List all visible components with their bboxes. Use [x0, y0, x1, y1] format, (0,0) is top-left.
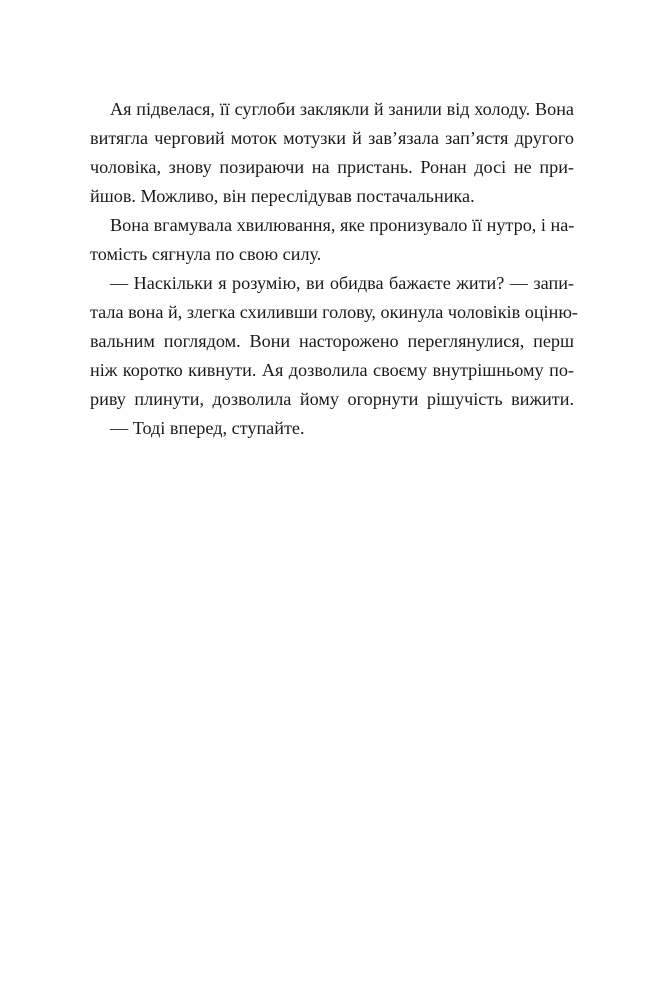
text-line: — Наскільки я розумію, ви обидва бажаєте жити? — запи- — [110, 273, 574, 293]
paragraph — [90, 269, 578, 414]
text-line: Вона вгамувала хвилювання, яке пронизувало її нутро, і на- — [110, 215, 575, 235]
paragraph — [90, 95, 574, 211]
text-line: чоловіка, знову позираючи на пристань. Ронан досі не при- — [90, 157, 574, 177]
text-line: тала вона й, злегка схиливши голову, окинула чоловіків оціню- — [90, 302, 578, 322]
page-text — [90, 95, 578, 443]
text-line: томість сягнула по свою силу. — [90, 244, 322, 264]
text-line: витягла черговий моток мотузки й зав’язала зап’ястя другого — [90, 128, 574, 148]
text-line: йшов. Можливо, він переслідував постачальника. — [90, 186, 475, 206]
text-line: — Тоді вперед, ступайте. — [110, 418, 305, 438]
text-line: вальним поглядом. Вони насторожено переглянулися, перш — [90, 331, 574, 351]
paragraph — [90, 211, 574, 269]
text-line: ніж коротко кивнути. Ая дозволила своєму внутрішньому по- — [90, 360, 574, 380]
paragraph — [90, 414, 574, 443]
text-line: риву плинути, дозволила йому огорнути рішучість вижити. — [90, 389, 574, 409]
text-line: Ая підвелася, її суглоби заклякли й занили від холоду. Вона — [110, 99, 574, 119]
